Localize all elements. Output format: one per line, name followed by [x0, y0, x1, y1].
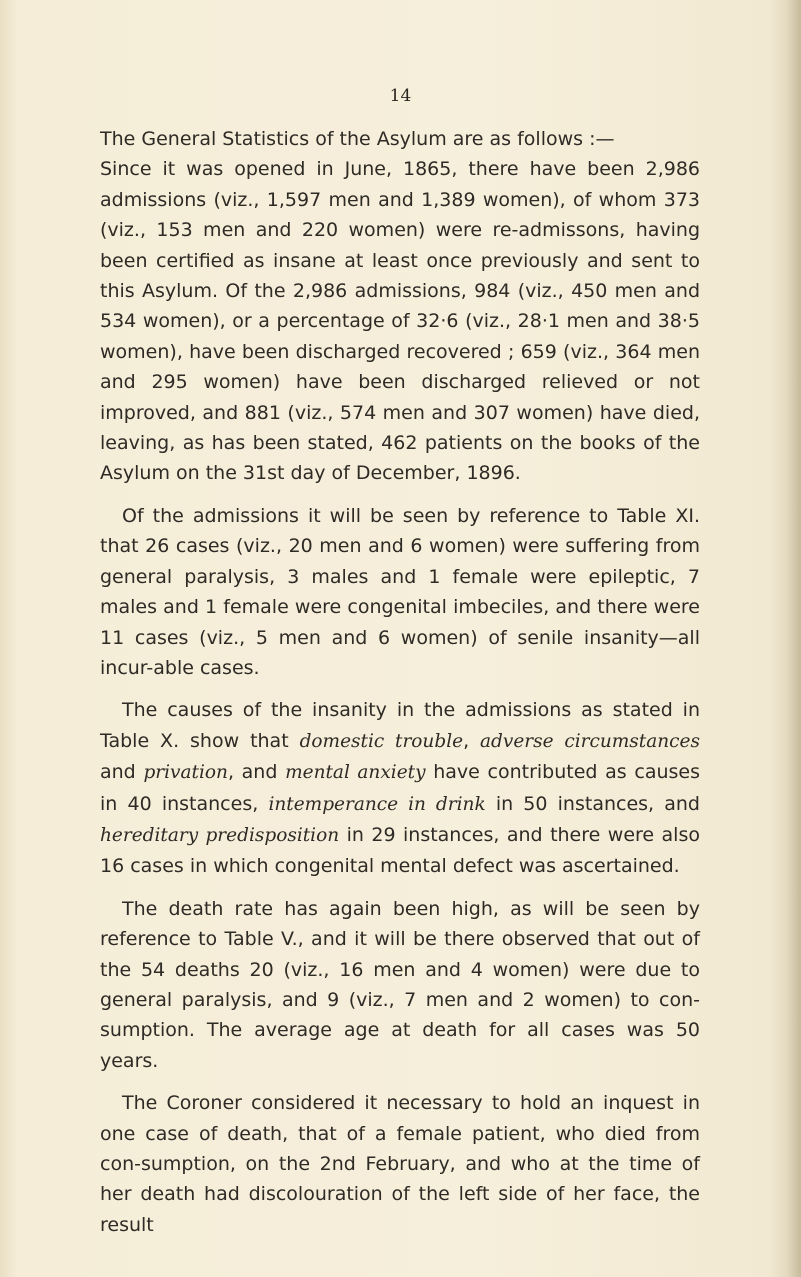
paragraph-death-rate: The death rate has again been high, as will be seen by reference to Table V., and it will be there observed that out of the 54 deaths 20 (viz., 16 men and 4 women) were due to general paralysis, and 9 (viz., 7 men and 2 women) to con-sumption. The average age at death for all cases was 50 years.: [100, 897, 700, 1072]
body-text: [100, 124, 700, 1252]
causes-italic-domestic-trouble: domestic trouble: [299, 730, 464, 752]
paragraph-admissions: Of the admissions it will be seen by reference to Table XI. that 26 cases (viz., 20 men and 6 women) were suffering from general paralysis, 3 males and 1 female were epileptic, 7 males and 1 female were congenital imbeciles, and there were 11 cases (viz., 5 men and 6 women) of senile insanity—all incur-able cases.: [100, 504, 700, 679]
page-edge-shadow: [787, 0, 801, 1277]
statistics-heading-line: The General Statistics of the Asylum are as follows :—: [100, 128, 615, 150]
page-number: 14: [389, 86, 412, 106]
causes-italic-privation: privation: [143, 762, 228, 784]
paragraph-coroner: The Coroner considered it necessary to hold an inquest in one case of death, that of a female patient, who died from con-sumption, on the 2nd February, and who at the time of her death had discolouration of the left side of her face, the result: [100, 1092, 700, 1236]
causes-text: have contributed as causes in 40 instances,: [100, 761, 700, 815]
causes-text: , and: [227, 761, 286, 784]
causes-italic-hereditary-predisposition: hereditary predisposition: [100, 824, 340, 846]
causes-text: ,: [463, 729, 481, 752]
causes-italic-adverse-circumstances: adverse circumstances: [480, 730, 700, 752]
causes-text: in 29 instances, and there were also 16 cases in which congenital mental defect was ascertained.: [100, 823, 700, 878]
statistics-text: Since it was opened in June, 1865, there have been 2,986 admissions (viz., 1,597 men and 1,389 women), of whom 373 (viz., 153 men and 220 women) were re-admissons, having been certified as insane at least once previously and sent to this Asylum. Of the 2,986 admissions, 984 (viz., 450 men and 534 women), or a percentage of 32·6 (viz., 28·1 men and 38·5 women), have been discharged recovered ; 659 (viz., 364 men and 295 women) have been discharged relieved or not improved, and 881 (viz., 574 men and 307 women) have died, leaving, as has been stated, 462 patients on the books of the Asylum on the 31st day of December, 1896.: [100, 158, 700, 485]
causes-italic-mental-anxiety: mental anxiety: [285, 762, 426, 784]
paragraph-general-statistics: [100, 124, 700, 489]
causes-italic-intemperance: intemperance in drink: [268, 793, 486, 815]
paragraph-causes: [100, 695, 700, 881]
causes-text: and: [100, 761, 144, 784]
causes-text: in 50 instances, and: [485, 792, 700, 815]
causes-text: The causes of the insanity in the admissions as stated in Table X. show that: [100, 699, 700, 752]
